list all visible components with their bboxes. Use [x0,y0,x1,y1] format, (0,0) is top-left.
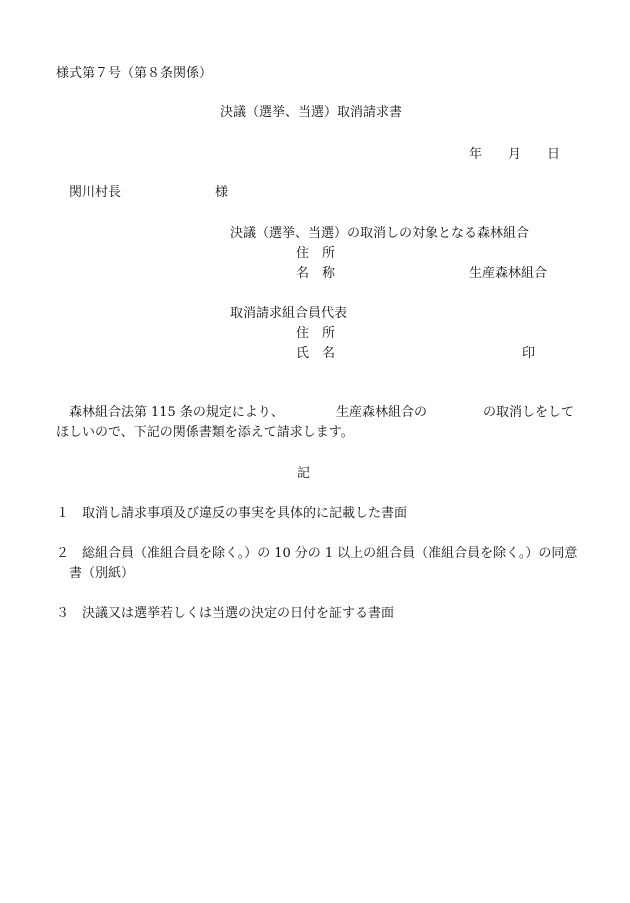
item-number-10: 10 [274,546,291,561]
target-name-label: 名 称 [296,266,336,281]
item-text: 取消し請求事項及び違反の事実を具体的に記載した書面 [82,506,408,521]
target-address-label: 住 所 [296,246,336,261]
date-month-label: 月 [508,147,522,162]
item-text-part-1: 総組合員（准組合員を除く。）の [82,546,271,561]
representative-address-label: 住 所 [296,326,336,341]
request-body-line-1 [69,405,284,421]
body-part-1: 森林組合法第 [69,405,148,420]
item-text-continuation: 書（別紙） [69,566,135,581]
item-text: 決議又は選挙若しくは当選の決定の日付を証する書面 [82,606,395,621]
target-cooperative-heading: 決議（選挙、当選）の取消しの対象となる森林組合 [230,226,530,241]
form-number-label: 様式第７号（第８条関係） [56,66,213,81]
item-number: ３ [56,606,70,621]
item-number-1: 1 [324,546,334,561]
body-part-3: の取消しをして [483,405,575,420]
date-year-label: 年 [469,147,483,162]
item-text-part-2: 分の [294,546,321,561]
body-cooperative: 生産森林組合の [336,405,428,420]
body-part-2: 条の規定により、 [179,405,284,420]
item-text-part-3: 以上の組合員（准組合員を除く。）の同意 [337,546,578,561]
representative-name-label: 氏 名 [296,346,336,361]
seal-mark: 印 [522,346,536,361]
representative-heading: 取消請求組合員代表 [230,306,348,321]
item-number: １ [56,506,70,521]
item-text [82,546,577,562]
document-title: 決議（選挙、当選）取消請求書 [220,105,403,120]
request-body-line-2: ほしいので、下記の関係書類を添えて請求します。 [56,425,354,440]
body-article-number: 115 [151,405,176,420]
addressee-honorific: 様 [215,185,229,200]
target-name-value: 生産森林組合 [469,266,548,281]
addressee-name: 関川村長 [69,185,122,200]
ki-heading: 記 [297,466,311,481]
date-day-label: 日 [547,147,561,162]
item-number: ２ [56,546,70,561]
